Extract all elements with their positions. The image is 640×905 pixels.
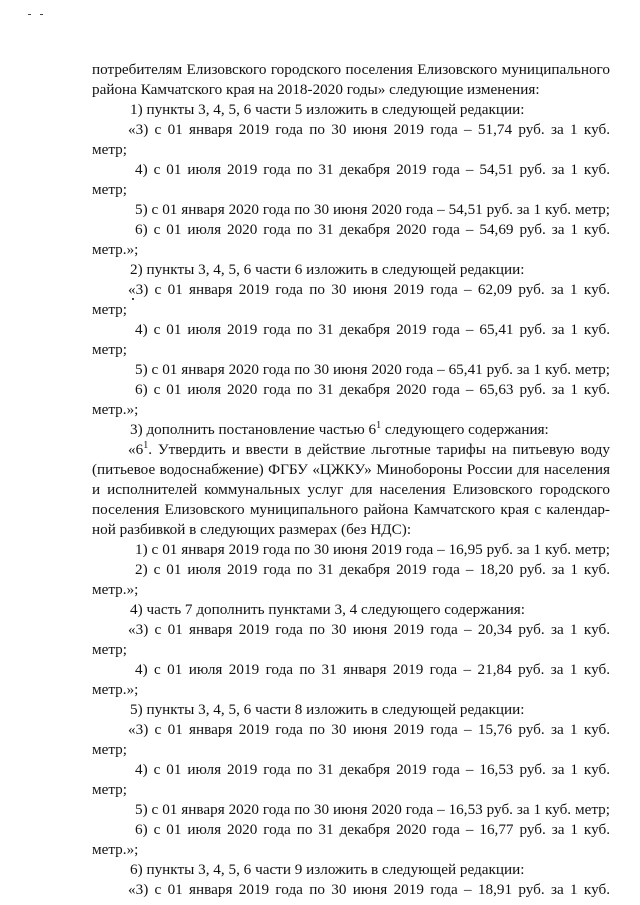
list-heading: 4) часть 7 дополнить пунктами 3, 4 следующего содержания: bbox=[130, 601, 525, 618]
list-heading: 2) пункты 3, 4, 5, 6 части 6 изложить в следующей редакции: bbox=[130, 261, 525, 278]
scan-speck bbox=[40, 14, 43, 15]
tariff-line: 5) с 01 января 2020 года по 30 июня 2020 года – 16,53 руб. за 1 куб. метр; bbox=[135, 801, 610, 818]
tariff-line-end: метр; bbox=[92, 641, 127, 658]
paragraph-line: (питьевое водоснабжение) ФГБУ «ЦЖКУ» Минобороны России для населения bbox=[92, 461, 610, 478]
tariff-line: «3) с 01 января 2019 года по 30 июня 2019 года – 62,09 руб. за 1 куб. bbox=[128, 281, 610, 298]
tariff-line: 5) с 01 января 2020 года по 30 июня 2020 года – 54,51 руб. за 1 куб. метр; bbox=[135, 201, 610, 218]
paragraph-line: и исполнителей коммунальных услуг для населения Елизовского городского bbox=[92, 481, 610, 498]
paragraph-line: ной разбивкой в следующих размерах (без НДС): bbox=[92, 521, 412, 538]
paragraph-line: «$6^1$. Утвердить и ввести в действие льготные тарифы на питьевую воду bbox=[128, 439, 610, 458]
tariff-line: 4) с 01 июля 2019 года по 31 декабря 2019 года – 54,51 руб. за 1 куб. bbox=[135, 161, 610, 178]
tariff-line: «3) с 01 января 2019 года по 30 июня 2019 года – 20,34 руб. за 1 куб. bbox=[128, 621, 610, 638]
list-heading: 3) дополнить постановление частью $6^1$ следующего содержания: bbox=[130, 419, 549, 438]
tariff-line-end: метр; bbox=[92, 781, 127, 798]
tariff-line: 6) с 01 июля 2020 года по 31 декабря 2020 года – 65,63 руб. за 1 куб. bbox=[135, 381, 610, 398]
tariff-line-end: метр; bbox=[92, 141, 127, 158]
paragraph-line: поселения Елизовского муниципального района Камчатского края с календар- bbox=[92, 501, 610, 518]
tariff-line-end: метр; bbox=[92, 741, 127, 758]
list-heading: 5) пункты 3, 4, 5, 6 части 8 изложить в следующей редакции: bbox=[130, 701, 525, 718]
tariff-line: 4) с 01 июля 2019 года по 31 января 2019 года – 21,84 руб. за 1 куб. bbox=[135, 661, 610, 678]
tariff-line: 6) с 01 июля 2020 года по 31 декабря 2020 года – 16,77 руб. за 1 куб. bbox=[135, 821, 610, 838]
tariff-line: 6) с 01 июля 2020 года по 31 декабря 2020 года – 54,69 руб. за 1 куб. bbox=[135, 221, 610, 238]
tariff-line-end: метр.»; bbox=[92, 841, 139, 858]
tariff-line: «3) с 01 января 2019 года по 30 июня 2019 года – 15,76 руб. за 1 куб. bbox=[128, 721, 610, 738]
tariff-line: 1) с 01 января 2019 года по 30 июня 2019 года – 16,95 руб. за 1 куб. метр; bbox=[135, 541, 610, 558]
tariff-line: 4) с 01 июля 2019 года по 31 декабря 2019 года – 65,41 руб. за 1 куб. bbox=[135, 321, 610, 338]
list-heading: 1) пункты 3, 4, 5, 6 части 5 изложить в следующей редакции: bbox=[130, 101, 525, 118]
tariff-line-end: метр; bbox=[92, 341, 127, 358]
tariff-line-end: метр.»; bbox=[92, 581, 139, 598]
tariff-line: «3) с 01 января 2019 года по 30 июня 2019 года – 18,91 руб. за 1 куб. bbox=[128, 881, 610, 898]
tariff-line-end: метр.»; bbox=[92, 681, 139, 698]
tariff-line-end: метр; bbox=[92, 181, 127, 198]
tariff-line: 2) с 01 июля 2019 года по 31 декабря 2019 года – 18,20 руб. за 1 куб. bbox=[135, 561, 610, 578]
tariff-line: 4) с 01 июля 2019 года по 31 декабря 2019 года – 16,53 руб. за 1 куб. bbox=[135, 761, 610, 778]
tariff-line-end: метр; bbox=[92, 301, 127, 318]
tariff-line-end: метр.»; bbox=[92, 401, 139, 418]
paragraph-line: района Камчатского края на 2018-2020 годы» следующие изменения: bbox=[92, 81, 540, 98]
paragraph-line: потребителям Елизовского городского поселения Елизовского муниципального bbox=[92, 61, 610, 78]
list-heading: 6) пункты 3, 4, 5, 6 части 9 изложить в следующей редакции: bbox=[130, 861, 525, 878]
tariff-line-end: метр.»; bbox=[92, 241, 139, 258]
scan-speck bbox=[28, 14, 31, 15]
tariff-line: «3) с 01 января 2019 года по 30 июня 2019 года – 51,74 руб. за 1 куб. bbox=[128, 121, 610, 138]
tariff-line: 5) с 01 января 2020 года по 30 июня 2020 года – 65,41 руб. за 1 куб. метр; bbox=[135, 361, 610, 378]
